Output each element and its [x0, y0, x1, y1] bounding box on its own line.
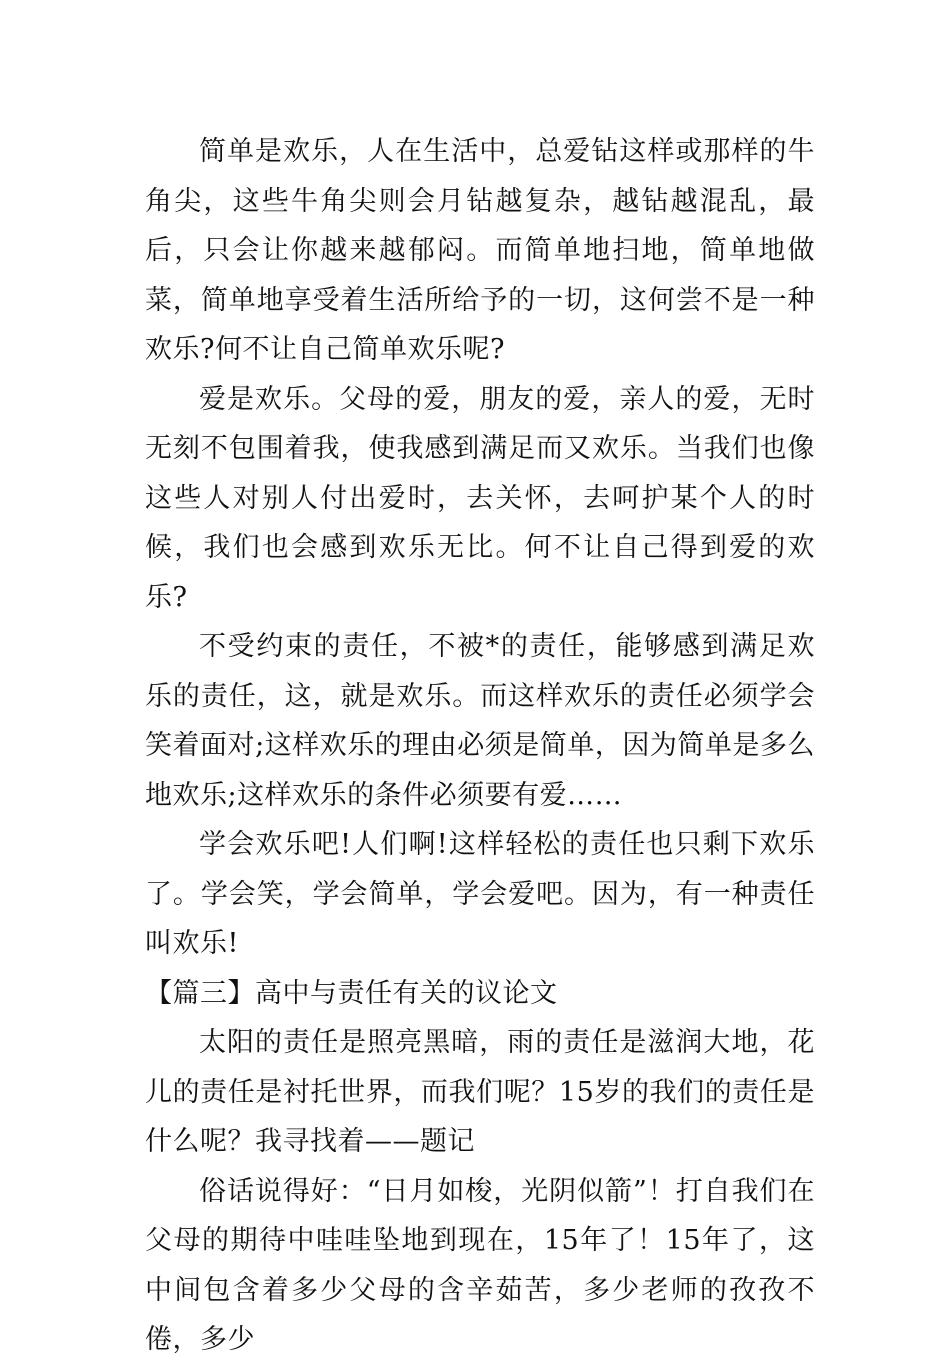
paragraph-proverb: 俗话说得好：“日月如梭，光阴似箭”！打自我们在父母的期待中哇哇坠地到现在，15年了！15年了，这中间包含着多少父母的含辛茹苦，多少老师的孜孜不倦，多少 — [145, 1175, 815, 1355]
paragraph-epigraph: 太阳的责任是照亮黑暗，雨的责任是滋润大地，花儿的责任是衬托世界，而我们呢？15岁的我们的责任是什么呢？我寻找着——题记 — [145, 1027, 815, 1157]
paragraph-free-responsibility: 不受约束的责任，不被*的责任，能够感到满足欢乐的责任，这，就是欢乐。而这样欢乐的责任必须学会笑着面对;这样欢乐的理由必须是简单，因为简单是多么地欢乐;这样欢乐的条件必须要有爱…… — [145, 631, 815, 811]
paragraph-love-joy: 爱是欢乐。父母的爱，朋友的爱，亲人的爱，无时无刻不包围着我，使我感到满足而又欢乐。当我们也像这些人对别人付出爱时，去关怀，去呵护某个人的时候，我们也会感到欢乐无比。何不让自己得到爱的欢乐? — [145, 383, 815, 613]
section-heading: 【篇三】高中与责任有关的议论文 — [145, 977, 558, 1009]
paragraph-learn-joy: 学会欢乐吧!人们啊!这样轻松的责任也只剩下欢乐了。学会笑，学会简单，学会爱吧。因为，有一种责任叫欢乐! — [145, 829, 815, 959]
paragraph-simple-joy: 简单是欢乐，人在生活中，总爱钻这样或那样的牛角尖，这些牛角尖则会月钻越复杂，越钻越混乱，最后，只会让你越来越郁闷。而简单地扫地，简单地做菜，简单地享受着生活所给予的一切，这何尝不是一种欢乐?何不让自己简单欢乐呢? — [145, 136, 815, 365]
document-body — [145, 127, 815, 1365]
